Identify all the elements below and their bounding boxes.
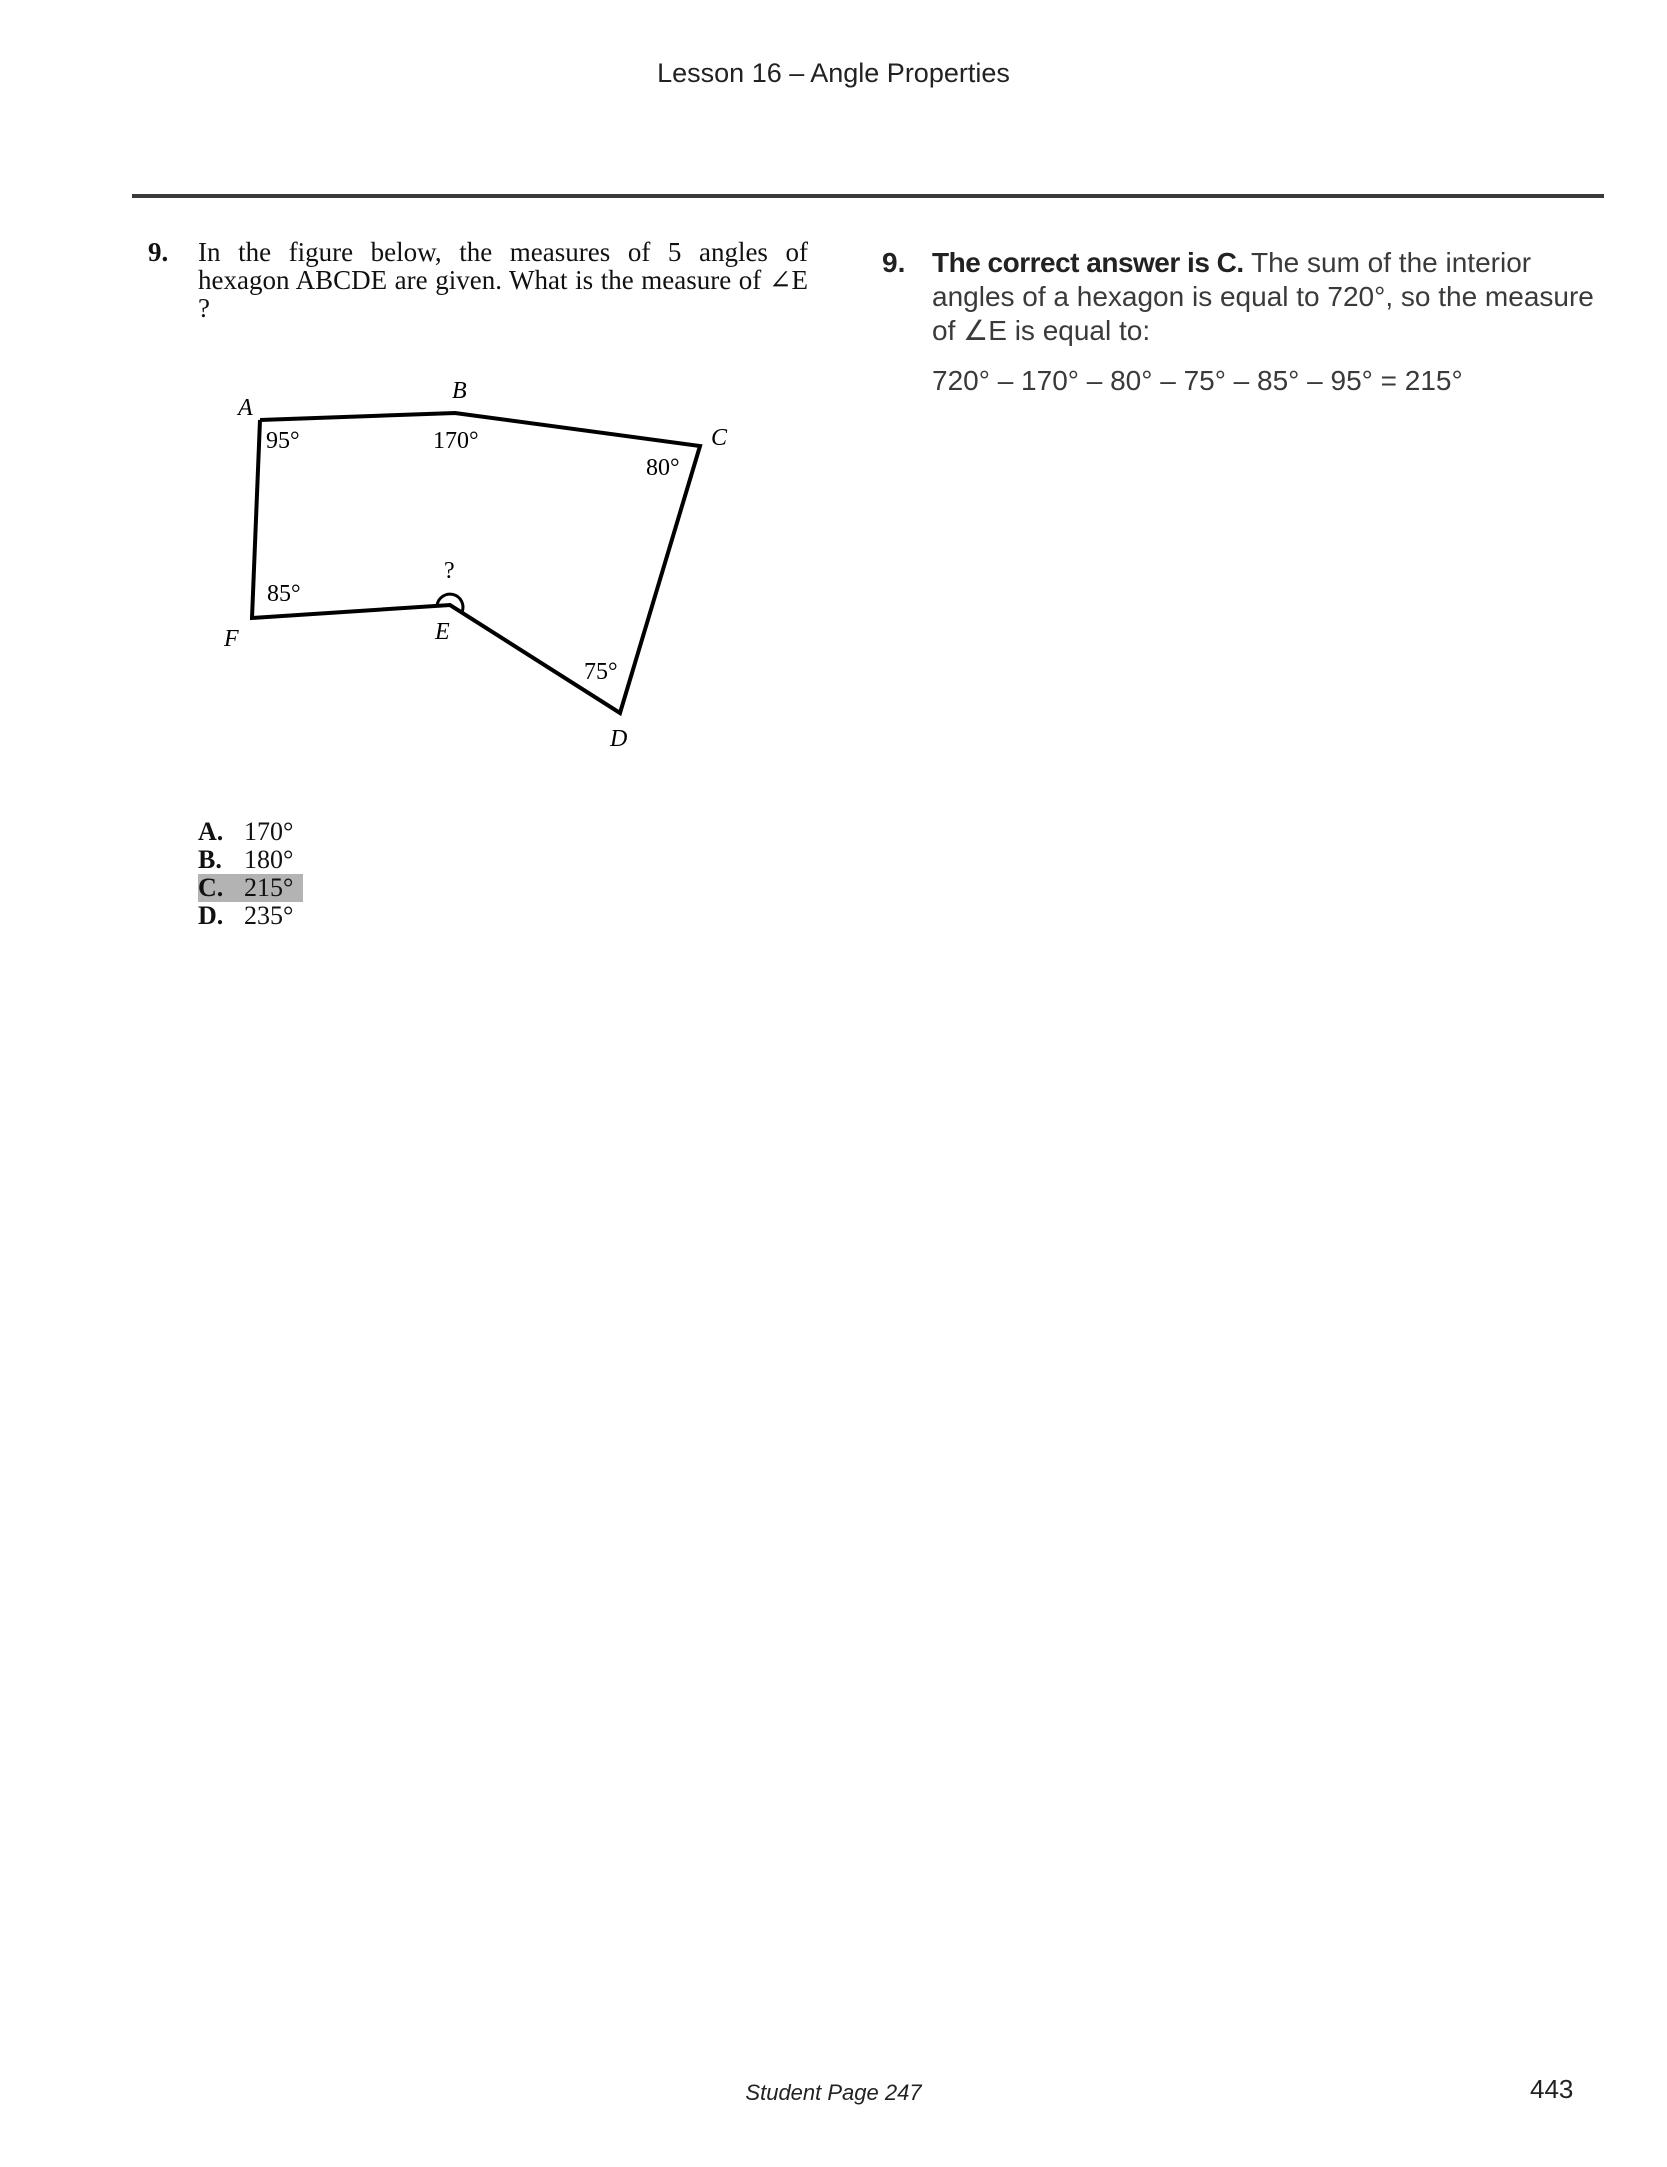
angle-label-f: 85° bbox=[267, 581, 301, 607]
page-title: Lesson 16 – Angle Properties bbox=[657, 58, 1010, 88]
question-number: 9. bbox=[148, 237, 169, 267]
question-text: In the figure below, the measures of 5 angles of hexagon ABCDE are given. What is the measure of ∠E ? bbox=[198, 237, 808, 323]
choice-d[interactable] bbox=[198, 902, 303, 930]
answer-text: The sum of the interior angles of a hexagon is equal to 720°, so the measure of ∠E is equal to: bbox=[932, 247, 1594, 346]
choice-value: 180° bbox=[244, 845, 294, 874]
choice-a[interactable] bbox=[198, 818, 303, 846]
hexagon-outline bbox=[252, 413, 700, 713]
page-number: 443 bbox=[1530, 2074, 1574, 2104]
angle-label-d: 75° bbox=[584, 659, 618, 685]
angle-label-c: 80° bbox=[646, 455, 680, 481]
choice-letter: A. bbox=[198, 817, 224, 846]
choice-value: 235° bbox=[244, 901, 294, 930]
choice-letter: C. bbox=[198, 873, 224, 902]
vertex-label-a: A bbox=[238, 395, 253, 421]
answer-choices bbox=[198, 818, 303, 930]
vertex-label-f: F bbox=[224, 626, 239, 652]
choice-b[interactable] bbox=[198, 846, 303, 874]
angle-label-b: 170° bbox=[433, 428, 479, 454]
vertex-label-b: B bbox=[452, 378, 467, 404]
choice-letter: B. bbox=[198, 845, 222, 874]
choice-value: 170° bbox=[244, 817, 294, 846]
answer-explanation bbox=[882, 246, 1598, 398]
answer-lead: The correct answer is C. bbox=[932, 247, 1244, 278]
answer-body bbox=[932, 246, 1598, 348]
answer-number: 9. bbox=[882, 247, 906, 278]
vertex-label-d: D bbox=[610, 726, 628, 752]
angle-label-e-unknown: ? bbox=[444, 558, 455, 584]
question-block bbox=[148, 238, 808, 322]
answer-equation: 720° – 170° – 80° – 75° – 85° – 95° = 215° bbox=[932, 365, 1463, 396]
angle-label-a: 95° bbox=[266, 428, 300, 454]
choice-value: 215° bbox=[244, 873, 294, 902]
vertex-label-e: E bbox=[435, 619, 450, 645]
vertex-label-c: C bbox=[711, 425, 728, 451]
hexagon-figure bbox=[200, 368, 760, 768]
choice-letter: D. bbox=[198, 901, 224, 930]
choice-c-highlighted[interactable] bbox=[198, 874, 303, 902]
student-page-label: Student Page 247 bbox=[745, 2080, 922, 2105]
header-divider bbox=[132, 194, 1604, 198]
